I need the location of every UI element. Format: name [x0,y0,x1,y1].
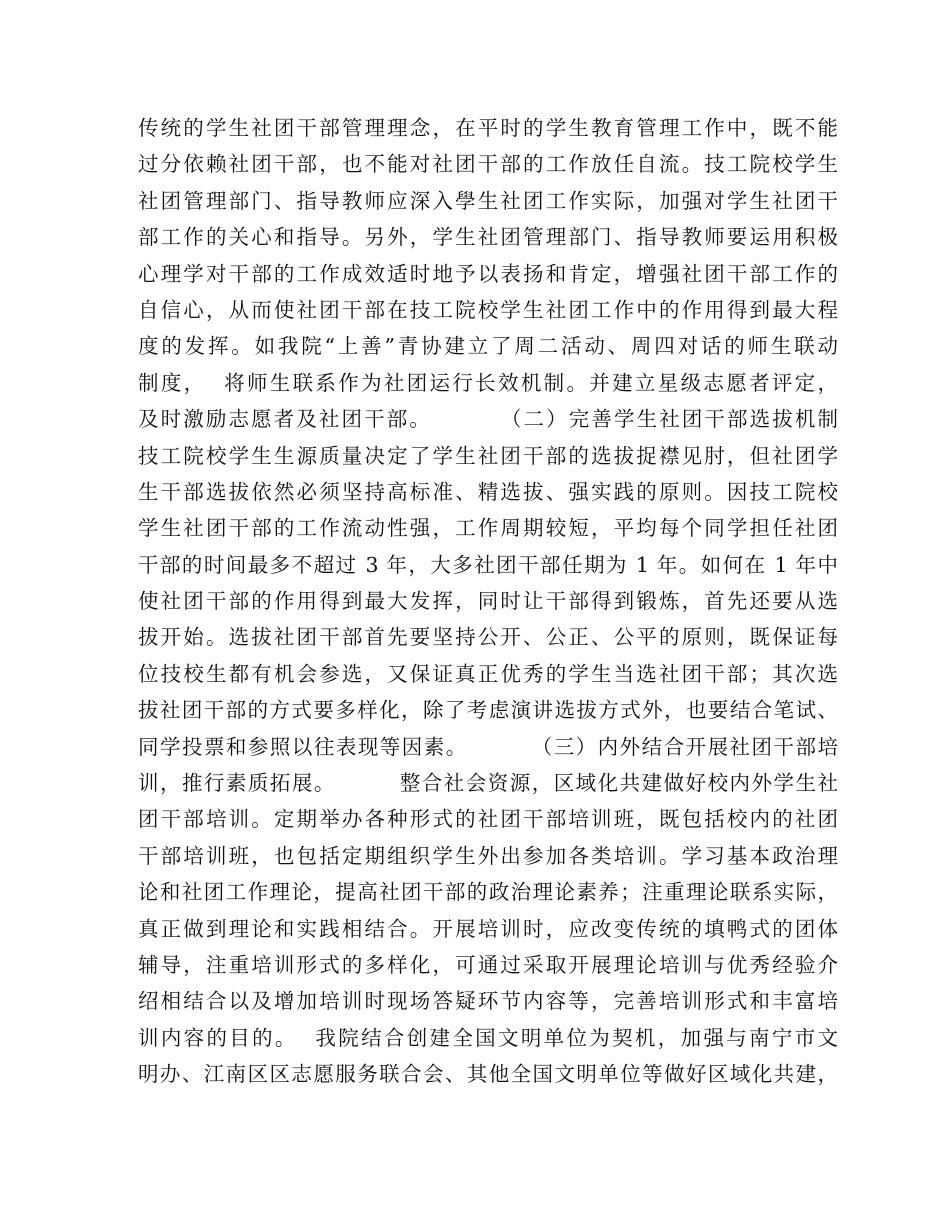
text-line: 训内容的目的。 我院结合创建全国文明单位为契机，加强与南宁市文 [138,1025,838,1050]
text-line: 传统的学生社团干部管理理念，在平时的学生教育管理工作中，既不能 [138,116,838,140]
text-line: 训，推行素质拓展。 整合社会资源，区域化共建做好校内外学生社 [138,771,838,796]
text-line: 社团管理部门、指导教师应深入學生社团工作实际，加强对学生社团干 [138,188,838,213]
text-line: 干部的时间最多不超过 3 年，大多社团干部任期为 1 年。如何在 1 年中 [138,552,838,577]
text-line: 同学投票和参照以往表现等因素。 （三）内外结合开展社团干部培 [138,734,838,759]
text-line: 辅导，注重培训形式的多样化，可通过采取开展理论培训与优秀经验介 [138,952,838,977]
text-line: 部工作的关心和指导。另外，学生社团管理部门、指导教师要运用积极 [138,225,838,250]
text-line: 使社团干部的作用得到最大发挥，同时让干部得到锻炼，首先还要从选 [138,589,838,614]
text-line: 及时激励志愿者及社团干部。 （二）完善学生社团干部选拔机制 [138,407,838,432]
text-line: 学生社团干部的工作流动性强，工作周期较短，平均每个同学担任社团 [138,516,838,541]
text-line: 过分依赖社团干部，也不能对社团干部的工作放任自流。技工院校学生 [138,152,838,177]
text-line: 技工院校学生生源质量决定了学生社团干部的选拔捉襟见肘，但社团学 [138,443,838,468]
text-line: 自信心，从而使社团干部在技工院校学生社团工作中的作用得到最大程 [138,297,838,322]
body-text [138,110,838,1093]
text-line: 位技校生都有机会参选，又保证真正优秀的学生当选社团干部；其次选 [138,661,838,686]
text-line: 真正做到理论和实践相结合。开展培训时，应改变传统的填鸭式的团体 [138,916,838,941]
text-line: 拔开始。选拔社团干部首先要坚持公开、公正、公平的原则，既保证每 [138,625,838,650]
text-line: 绍相结合以及增加培训时现场答疑环节内容等，完善培训形式和丰富培 [138,989,838,1014]
text-line: 论和社团工作理论，提高社团干部的政治理论素养；注重理论联系实际， [138,880,838,905]
text-line: 拔社团干部的方式要多样化，除了考虑演讲选拔方式外，也要结合笔试、 [138,698,838,723]
text-line: 干部培训班，也包括定期组织学生外出参加各类培训。学习基本政治理 [138,843,838,868]
text-line: 明办、江南区区志愿服务联合会、其他全国文明单位等做好区域化共建， [138,1062,838,1087]
text-line: 度的发挥。如我院“上善”青协建立了周二活动、周四对话的师生联动 [138,334,838,359]
text-line: 团干部培训。定期举办各种形式的社团干部培训班，既包括校内的社团 [138,807,838,832]
text-line: 生干部选拔依然必须坚持高标准、精选拔、强实践的原则。因技工院校 [138,479,838,504]
text-line: 制度， 将师生联系作为社团运行长效机制。并建立星级志愿者评定， [138,370,838,395]
text-line: 心理学对干部的工作成效适时地予以表扬和肯定，增强社团干部工作的 [138,261,838,286]
